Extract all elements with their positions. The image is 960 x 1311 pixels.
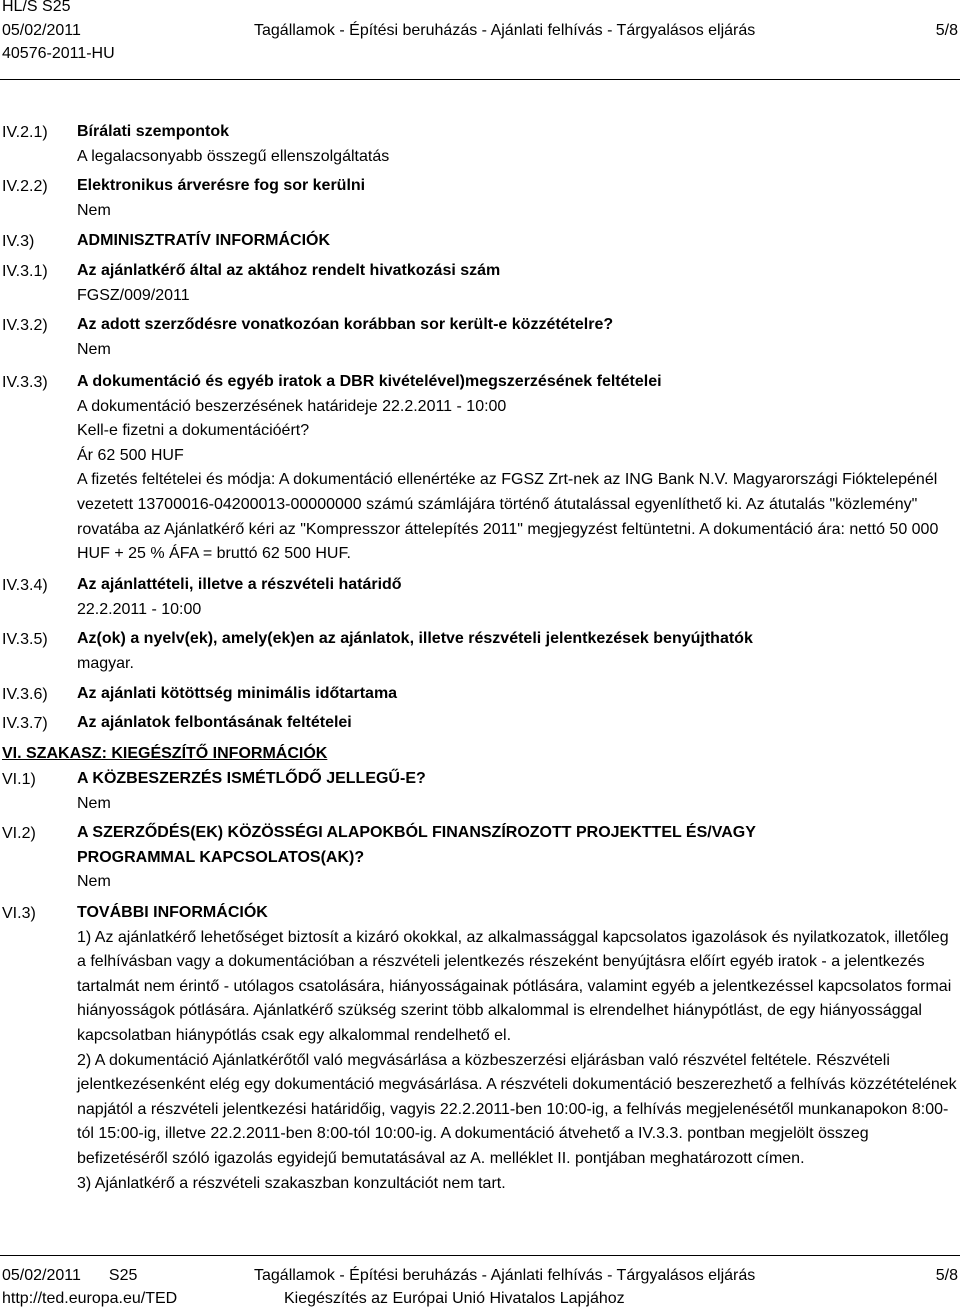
item-number: IV.3.2) xyxy=(2,317,48,334)
item-text: A dokumentáció beszerzésének határideje 22.2.2011 - 10:00 xyxy=(77,397,507,415)
item-number: IV.2.1) xyxy=(2,124,48,141)
item-number: VI.2) xyxy=(2,825,36,842)
item-number: IV.2.2) xyxy=(2,178,48,195)
notice-id: 40576-2011-HU xyxy=(2,45,115,62)
item-heading: Az ajánlattételi, illetve a részvételi határidő xyxy=(77,576,402,593)
item-text: A fizetés feltételei és módja: A dokumentáció ellenértéke az FGSZ Zrt-nek az ING Bank N.V. Magyarországi Fióktelepénél vezetett 13700016-04200013-00000000 számú számlájára történő átutalással egyenlíthető ki. Az átutalás "közlemény" rovatába az Ajánlatkérő kéri az "Kompresszor áttelepítés 2011" megjegyzést feltüntetni. A dokumentáció ára: nettó 50 000 HUF + 25 % ÁFA = bruttó 62 500 HUF. xyxy=(77,471,939,563)
item-text: Kell-e fizetni a dokumentációért? xyxy=(77,422,310,440)
item-text: 3) Ajánlatkérő a részvételi szakaszban konzultációt nem tart. xyxy=(77,1174,506,1192)
item-text: Nem xyxy=(77,340,111,358)
item-heading: Elektronikus árverésre fog sor kerülni xyxy=(77,177,366,194)
item-heading: A dokumentáció és egyéb iratok a DBR kivételével)megszerzésének feltételei xyxy=(77,373,662,390)
item-text: 22.2.2011 - 10:00 xyxy=(77,600,202,618)
item-number: IV.3) xyxy=(2,233,35,250)
header-title: Tagállamok - Építési beruházás - Ajánlati felhívás - Tárgyalásos eljárás xyxy=(254,22,756,39)
item-number: IV.3.3) xyxy=(2,374,48,391)
item-text: Nem xyxy=(77,794,111,812)
footer-date-series xyxy=(2,1264,137,1288)
item-heading: TOVÁBBI INFORMÁCIÓK xyxy=(77,904,268,921)
item-heading: Bírálati szempontok xyxy=(77,123,230,140)
item-text: Nem xyxy=(77,201,111,219)
item-number: IV.3.4) xyxy=(2,577,48,594)
item-text: magyar. xyxy=(77,654,134,672)
footer-date: 05/02/2011 xyxy=(2,1267,81,1284)
doc-ref: HL/S S25 xyxy=(2,0,71,15)
item-heading: A SZERZŐDÉS(EK) KÖZÖSSÉGI ALAPOKBÓL FINANSZÍROZOTT PROJEKTTEL ÉS/VAGY PROGRAMMAL KAPCSOLATOS(AK)? xyxy=(77,824,756,866)
footer-url[interactable]: http://ted.europa.eu/TED xyxy=(2,1290,178,1307)
item-heading: A KÖZBESZERZÉS ISMÉTLŐDŐ JELLEGŰ-E? xyxy=(77,770,426,787)
footer-supplement: Kiegészítés az Európai Unió Hivatalos Lapjához xyxy=(284,1290,625,1307)
header-page-number: 5/8 xyxy=(935,22,958,39)
item-text: 2) A dokumentáció Ajánlatkérőtől való megvásárlása a közbeszerzési eljárásban való részvétel feltétele. Részvételi jelentkezésenként elég egy dokumentáció megvásárlása. A részvételi dokumentáció beszerezhető a felhívás közzétételének napjától a részvételi jelentkezési határidőig, vagyis 22.2.2011-ben 10:00-ig, a felhívás megjelenésétől munkanapokon 8:00-tól 15:00-ig, illetve 22.2.2011-ben 8:00-tól 10:00-ig. A dokumentáció átvehető a IV.3.3. pontban megjelölt összeg befizetéséről szóló igazolás egyidejű bemutatásával az A. melléklet II. pontjában meghatározott címen. xyxy=(77,1051,957,1167)
header-divider xyxy=(0,79,960,80)
footer-series: S25 xyxy=(108,1267,138,1284)
item-heading: Az adott szerződésre vonatkozóan korábban sor került-e közzétételre? xyxy=(77,316,614,333)
header-date: 05/02/2011 xyxy=(2,22,81,39)
item-number: IV.3.7) xyxy=(2,715,48,732)
item-text: Ár 62 500 HUF xyxy=(77,446,184,464)
item-heading: Az ajánlatkérő által az aktához rendelt hivatkozási szám xyxy=(77,262,501,279)
item-text: Nem xyxy=(77,873,111,891)
item-number: IV.3.6) xyxy=(2,686,48,703)
item-heading: Az(ok) a nyelv(ek), amely(ek)en az ajánlatok, illetve részvételi jelentkezések benyújthatók xyxy=(77,630,753,647)
item-number: IV.3.5) xyxy=(2,631,48,648)
item-number: VI.1) xyxy=(2,771,36,788)
item-heading: ADMINISZTRATÍV INFORMÁCIÓK xyxy=(77,232,331,249)
footer-divider xyxy=(0,1255,960,1256)
item-text: 1) Az ajánlatkérő lehetőséget biztosít a kizáró okokkal, az alkalmassággal kapcsolatos igazolások és nyilatkozatok, illetőleg a felhívásban vagy a dokumentációban a részvételi jelentkezés részeként benyújtásra előírt egyéb iratok - a jelentkezés tartalmát nem érintő - utólagos csatolására, hiányosságainak pótlására, valamint egyéb a jelentkezéssel kapcsolatos formai hiányosságok pótlására. Ajánlatkérő szükség szerint több alkalommal is elrendelhet hiánypótlást, de egy hiányossággal kapcsolatban hiánypótlás csak egy alkalommal rendelhető el. xyxy=(77,928,952,1044)
page-header xyxy=(2,0,958,72)
section-title: VI. SZAKASZ: KIEGÉSZÍTŐ INFORMÁCIÓK xyxy=(2,745,328,762)
page-footer xyxy=(2,1264,958,1310)
footer-page-number: 5/8 xyxy=(935,1267,958,1284)
item-text: A legalacsonyabb összegű ellenszolgáltatás xyxy=(77,147,390,165)
item-number: IV.3.1) xyxy=(2,263,48,280)
footer-title: Tagállamok - Építési beruházás - Ajánlati felhívás - Tárgyalásos eljárás xyxy=(254,1267,756,1284)
item-heading: Az ajánlatok felbontásának feltételei xyxy=(77,714,352,731)
item-number: VI.3) xyxy=(2,905,36,922)
item-heading: Az ajánlati kötöttség minimális időtartama xyxy=(77,685,398,702)
item-text: FGSZ/009/2011 xyxy=(77,286,190,304)
